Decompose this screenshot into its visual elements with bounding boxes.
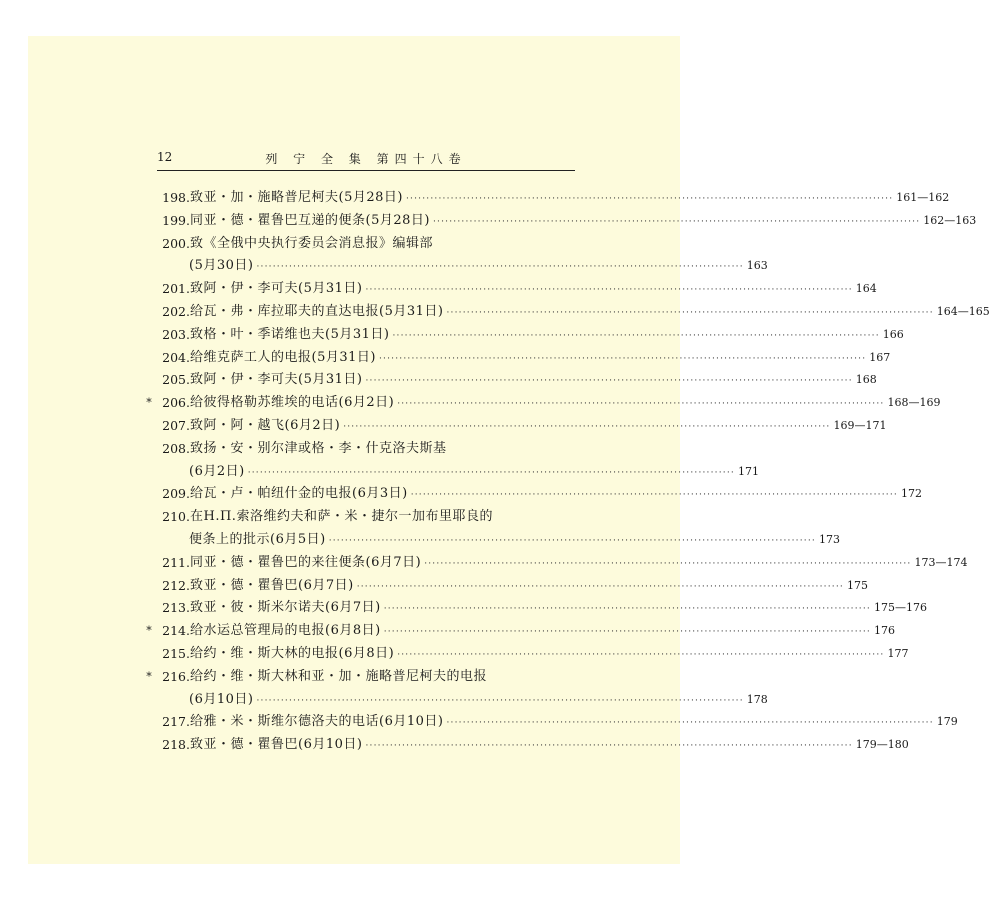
dot-leader: ························································································································ — [446, 718, 934, 729]
toc-entry — [141, 392, 941, 415]
entry-number: 205. — [162, 372, 190, 388]
dot-leader: ························································································································ — [397, 399, 885, 410]
entry-number: 204. — [162, 349, 190, 365]
entry-title: 致亚・德・瞿鲁巴(6月10日) — [190, 737, 363, 753]
entry-page-range: 179—180 — [855, 738, 909, 752]
dot-leader: ························································································································ — [378, 353, 867, 364]
entry-page-range: 179 — [936, 715, 958, 729]
entry-page-range: 169—171 — [833, 418, 887, 432]
entry-number: 215. — [162, 645, 190, 661]
toc-line — [141, 255, 768, 278]
entry-number: 208. — [162, 440, 190, 456]
entry-number: 209. — [162, 486, 190, 502]
entry-number: 207. — [162, 417, 190, 433]
dot-leader: ························································································································ — [343, 421, 831, 432]
dot-leader: ························································································································ — [365, 376, 853, 387]
dot-leader: ························································································································ — [432, 216, 921, 227]
new-document-marker: * — [146, 624, 152, 638]
toc-entry — [141, 643, 909, 666]
entry-number: 206. — [162, 395, 190, 411]
toc-line — [141, 552, 968, 575]
entry-page-range: 168 — [855, 373, 877, 387]
entry-title: 给水运总管理局的电报(6月8日) — [190, 623, 381, 639]
dot-leader: ························································································································ — [256, 695, 744, 706]
toc-entry — [141, 187, 950, 210]
toc-entry — [141, 620, 895, 643]
entry-page-range: 173 — [819, 532, 840, 546]
toc-line — [141, 278, 877, 301]
entry-number: 211. — [162, 554, 190, 570]
toc-line — [141, 438, 576, 461]
entry-number: 199. — [162, 212, 190, 228]
toc-line — [141, 483, 922, 506]
entry-title: 致阿・阿・越飞(6月2日) — [190, 417, 341, 433]
toc-entry — [141, 575, 868, 598]
entry-number: 213. — [162, 600, 190, 616]
toc-line — [141, 734, 909, 757]
dot-leader: ························································································································ — [410, 490, 898, 501]
entry-number: 201. — [162, 281, 190, 297]
entry-title: 同亚・德・瞿鲁巴互递的便条(5月28日) — [190, 212, 430, 228]
entry-page-range: 178 — [746, 692, 768, 706]
entry-title: 致《全俄中央执行委员会消息报》编辑部 — [190, 235, 434, 251]
entry-title: (6月10日) — [189, 691, 254, 707]
dot-leader: ························································································································ — [424, 558, 912, 569]
entry-title: 给瓦・卢・帕纽什金的电报(6月3日) — [190, 486, 408, 502]
toc-line — [141, 643, 909, 666]
toc-line — [141, 597, 927, 620]
toc-line — [141, 347, 891, 370]
entry-number: 217. — [162, 714, 190, 730]
entry-page-range: 173—174 — [914, 555, 968, 569]
toc-entry — [141, 369, 877, 392]
toc-line — [141, 415, 887, 438]
toc-line — [141, 529, 840, 552]
toc-entry — [141, 597, 927, 620]
toc-entry — [141, 278, 877, 301]
dot-leader: ························································································································ — [365, 741, 853, 752]
toc-entry — [141, 233, 768, 279]
entry-title: 给约・维・斯大林和亚・加・施略普尼柯夫的电报 — [190, 668, 488, 684]
toc-line — [141, 620, 895, 643]
page-number: 12 — [157, 150, 173, 164]
entry-title: 给瓦・弗・库拉耶夫的直达电报(5月31日) — [190, 303, 444, 319]
dot-leader: ························································································································ — [247, 467, 735, 478]
entry-page-range: 171 — [738, 464, 759, 478]
entry-title: 致亚・德・瞿鲁巴(6月7日) — [190, 577, 354, 593]
new-document-marker: * — [146, 396, 152, 410]
entry-title: (6月2日) — [189, 463, 245, 479]
entry-number: 203. — [162, 326, 190, 342]
entry-page-range: 164 — [855, 282, 877, 296]
dot-leader: ························································································································ — [446, 307, 934, 318]
dot-leader: ························································································································ — [256, 262, 744, 273]
entry-page-range: 175 — [847, 578, 868, 592]
dot-leader: ························································································································ — [365, 285, 853, 296]
running-title: 列 宁 全 集 第四十八卷 — [265, 152, 467, 166]
toc-entry — [141, 415, 887, 438]
entry-title: 致格・叶・季诺维也夫(5月31日) — [190, 326, 390, 342]
entry-title: 同亚・德・瞿鲁巴的来往便条(6月7日) — [190, 554, 422, 570]
toc-entry — [141, 438, 759, 484]
entry-number: 212. — [162, 577, 190, 593]
entry-page-range: 167 — [869, 350, 891, 364]
entry-page-range: 177 — [887, 646, 909, 660]
entry-page-range: 164—165 — [936, 304, 990, 318]
toc-entry — [141, 711, 958, 734]
toc-entry — [141, 324, 904, 347]
toc-line — [141, 575, 868, 598]
dot-leader: ························································································································ — [383, 627, 871, 638]
entry-title: 给雅・米・斯维尔德洛夫的电话(6月10日) — [190, 714, 444, 730]
new-document-marker: * — [146, 669, 152, 683]
toc-line — [141, 711, 958, 734]
toc-entry — [141, 552, 968, 575]
toc-line — [141, 369, 877, 392]
dot-leader: ························································································································ — [397, 649, 885, 660]
entry-number: 200. — [162, 235, 190, 251]
toc-line — [141, 301, 990, 324]
toc-entry — [141, 666, 768, 712]
entry-number: 202. — [162, 303, 190, 319]
entry-title: 致亚・加・施略普尼柯夫(5月28日) — [190, 190, 403, 205]
toc-line — [141, 233, 576, 256]
entry-page-range: 166 — [882, 327, 904, 341]
entry-title: (5月30日) — [189, 258, 254, 274]
entry-number: 198. — [162, 190, 190, 205]
entry-number: 218. — [162, 737, 190, 753]
toc-line — [141, 210, 977, 233]
toc-entry — [141, 301, 990, 324]
dot-leader: ························································································································ — [383, 604, 871, 615]
entry-page-range: 175—176 — [874, 601, 927, 615]
page-header — [157, 150, 575, 171]
entry-page-range: 162—163 — [923, 213, 977, 227]
entry-number: 214. — [162, 623, 190, 639]
toc-entry — [141, 734, 909, 757]
toc-line — [141, 324, 904, 347]
entry-title: 致阿・伊・李可夫(5月31日) — [190, 281, 363, 297]
entry-title: 给维克萨工人的电报(5月31日) — [190, 349, 376, 365]
entry-title: 在Н.П.索洛维约夫和萨・米・捷尔一加布里耶良的 — [190, 509, 493, 525]
toc-line — [141, 666, 576, 689]
toc-entry — [141, 210, 977, 233]
entry-page-range: 161—162 — [896, 191, 950, 204]
entry-title: 致扬・安・别尔津或格・李・什克洛夫斯基 — [190, 440, 447, 456]
entry-page-range: 172 — [901, 487, 922, 501]
toc-line — [141, 689, 768, 712]
toc-line — [141, 187, 950, 210]
toc-entry — [141, 483, 922, 506]
table-of-contents — [141, 187, 990, 757]
entry-number: 210. — [162, 509, 190, 525]
entry-number: 216. — [162, 668, 190, 684]
dot-leader: ························································································································ — [356, 581, 844, 592]
dot-leader: ························································································································ — [405, 194, 894, 204]
dot-leader: ························································································································ — [328, 535, 816, 546]
toc-line — [141, 461, 759, 484]
entry-title: 致阿・伊・李可夫(5月31日) — [190, 372, 363, 388]
toc-entry — [141, 347, 891, 370]
entry-title: 给约・维・斯大林的电报(6月8日) — [190, 645, 395, 661]
entry-title: 致亚・彼・斯米尔诺夫(6月7日) — [190, 600, 381, 616]
toc-entry — [141, 506, 840, 552]
entry-title: 给彼得格勒苏维埃的电话(6月2日) — [190, 395, 395, 411]
entry-page-range: 163 — [746, 259, 768, 273]
toc-line — [141, 506, 576, 529]
entry-page-range: 168—169 — [887, 396, 941, 410]
entry-page-range: 176 — [874, 624, 895, 638]
entry-title: 便条上的批示(6月5日) — [189, 531, 326, 547]
dot-leader: ························································································································ — [392, 330, 880, 341]
toc-line — [141, 392, 941, 415]
